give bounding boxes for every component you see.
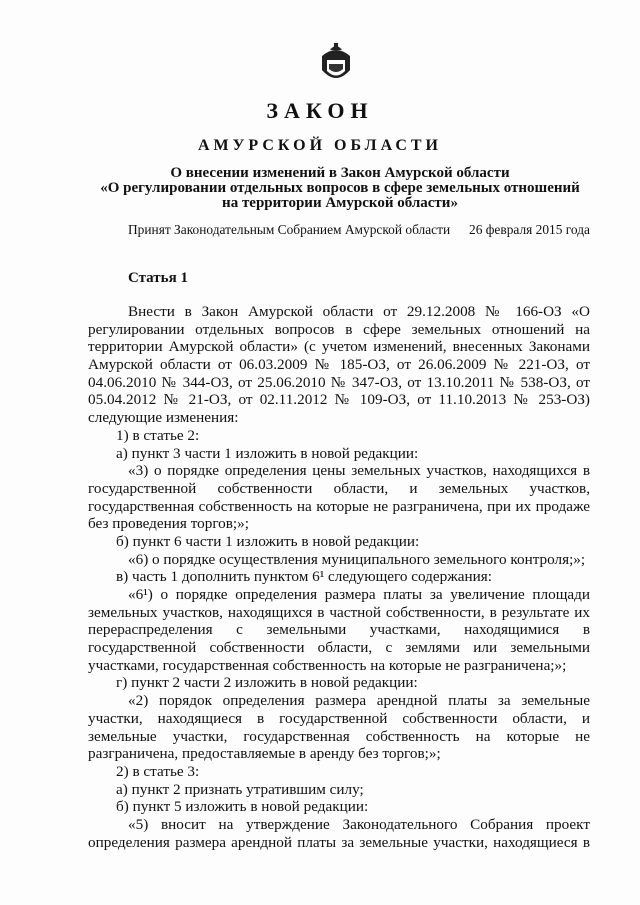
body-line: государственной собственности области, и земельных участков, [88,479,590,497]
body-line: б) пункт 5 изложить в новой редакции: [116,798,369,816]
body-line: определения размера арендной платы за земельные участки, находящиеся в [88,833,590,851]
adoption-info [128,222,590,238]
body-line: разграничена, предоставляемые в аренду без торгов;»; [88,745,441,763]
body-line: «6¹) о порядке определения размера платы за увеличение площади [128,586,590,603]
body-line: «5) вносит на утверждение Законодательного Собрания проект [128,815,590,833]
body-line: участки, находящиеся в государственной собственности области, и [88,709,590,727]
body-line: г) пункт 2 части 2 изложить в новой редакции: [116,674,418,692]
body-line: Внести в Закон Амурской области от 29.12.2008 № 166-ОЗ «О [128,303,590,320]
body-line: территории Амурской области» (с учетом изменений, внесенных Законами [88,338,590,356]
coat-of-arms-emblem [318,40,354,86]
body-line: 04.06.2010 № 344-ОЗ, от 25.06.2010 № 347-ОЗ, от 13.10.2011 № 538-ОЗ, от [88,373,590,391]
body-line: земельных участков, находящихся в частной собственности, в результате их [88,603,590,621]
body-line: без проведения торгов;»; [88,515,249,533]
body-line: государственная собственность на которые не разграничена, при их продаже [88,497,590,515]
article-body [88,303,590,851]
body-line: государственной собственности области, с землями или земельными [88,639,590,657]
law-subtitle [90,166,590,211]
body-line: перераспределения с земельными участками, находящимися в [88,621,590,639]
subtitle-line: «О регулировании отдельных вопросов в сфере земельных отношений [100,180,580,196]
subtitle-line: на территории Амурской области» [222,195,458,211]
body-line: Амурской области от 06.03.2009 № 185-ОЗ, от 26.06.2009 № 221-ОЗ, от [88,356,590,374]
body-line: «6) о порядке осуществления муниципального земельного контроля;»; [128,550,586,568]
body-line: участками, государственная собственность на которые не разграничена;»; [88,656,567,674]
region-title: АМУРСКОЙ ОБЛАСТИ [198,137,442,154]
body-line: а) пункт 2 признать утратившим силу; [116,780,364,798]
adopted-date: 26 февраля 2015 года [469,222,590,237]
body-line: следующие изменения: [88,409,239,427]
adopted-by: Принят Законодательным Собранием Амурской области [128,222,451,237]
body-line: «3) о порядке определения цены земельных участков, находящихся в [128,462,590,480]
body-line: 2) в статье 3: [116,762,200,780]
subtitle-line: О внесении изменений в Закон Амурской области [170,165,510,181]
body-line: б) пункт 6 части 1 изложить в новой редакции: [116,532,420,550]
body-line: в) часть 1 дополнить пунктом 6¹ следующего содержания: [116,568,492,586]
body-line: 05.04.2012 № 21-ОЗ, от 02.11.2012 № 109-ОЗ, от 11.10.2013 № 253-ОЗ) [88,391,590,409]
body-line: земельные участки, государственная собственность на которые не [88,727,590,745]
law-title: ЗАКОН [266,98,374,123]
body-line: «2) порядок определения размера арендной платы за земельные [128,692,590,710]
body-line: регулировании отдельных вопросов в сфере земельных отношений на [88,320,590,338]
body-line: 1) в статье 2: [116,426,200,444]
article-heading: Статья 1 [128,270,188,286]
body-line: а) пункт 3 части 1 изложить в новой редакции: [116,444,419,462]
